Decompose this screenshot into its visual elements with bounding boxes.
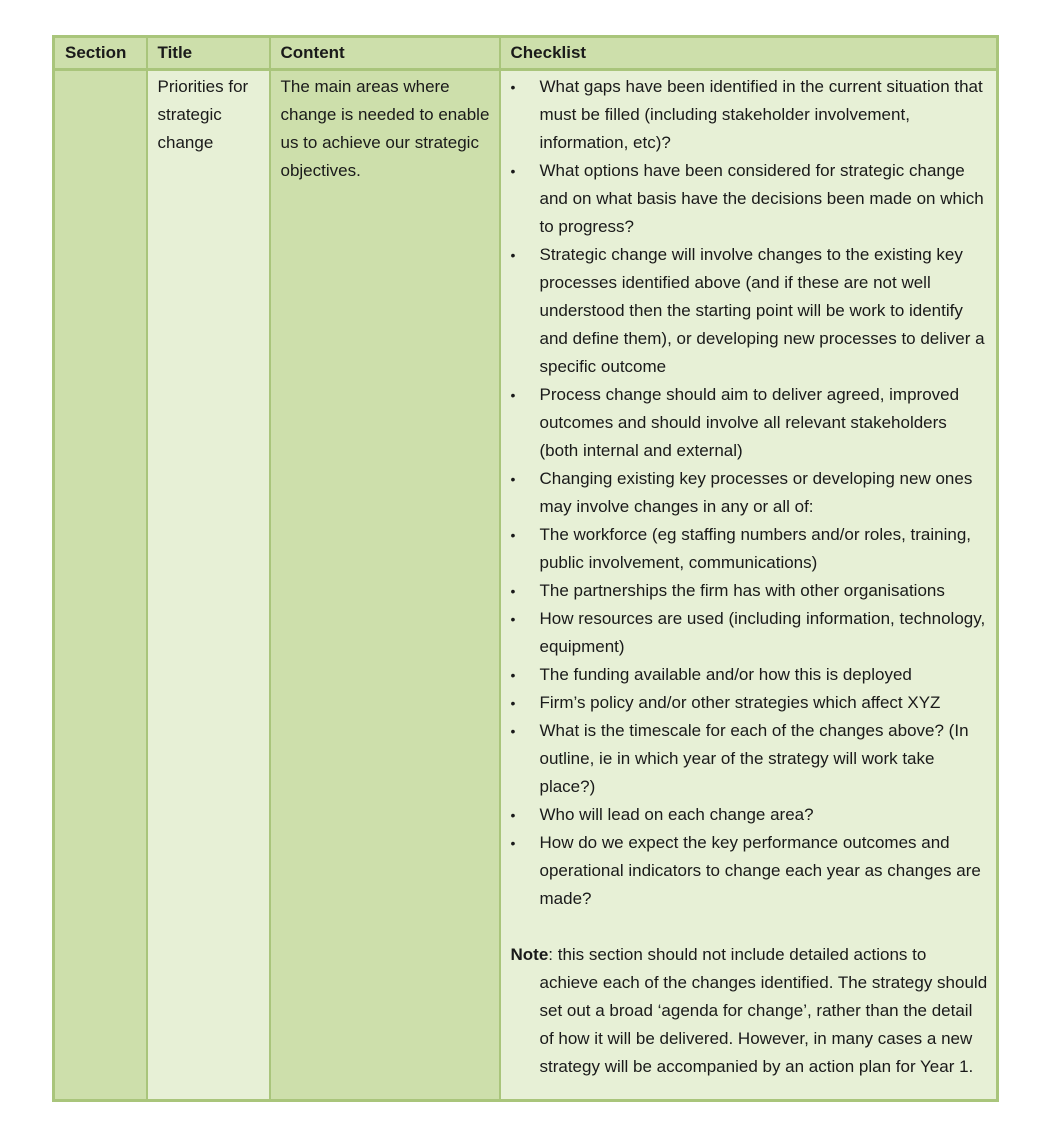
bullet-icon: • bbox=[510, 527, 516, 543]
list-item bbox=[511, 829, 989, 913]
checklist-item-text: What is the timescale for each of the changes above? (In outline, ie in which year of the strategy will work take place?) bbox=[539, 721, 969, 796]
header-section: Section bbox=[54, 37, 147, 70]
list-item bbox=[511, 661, 989, 689]
list-item bbox=[511, 241, 989, 381]
checklist-item-text: The workforce (eg staffing numbers and/or roles, training, public involvement, communications) bbox=[539, 525, 972, 572]
list-item bbox=[511, 381, 989, 465]
checklist-item-text: How resources are used (including information, technology, equipment) bbox=[539, 609, 986, 656]
header-row bbox=[54, 37, 998, 70]
checklist-item-text: What gaps have been identified in the current situation that must be filled (including stakeholder involvement, information, etc)? bbox=[539, 77, 983, 152]
note-paragraph bbox=[511, 941, 989, 1081]
header-title: Title bbox=[147, 37, 270, 70]
checklist-item-text: Who will lead on each change area? bbox=[539, 805, 814, 824]
list-item bbox=[511, 73, 989, 157]
bullet-icon: • bbox=[510, 583, 516, 599]
list-item bbox=[511, 465, 989, 521]
header-checklist: Checklist bbox=[500, 37, 998, 70]
cell-content: The main areas where change is needed to enable us to achieve our strategic objectives. bbox=[270, 70, 500, 1101]
cell-checklist bbox=[500, 70, 998, 1101]
bullet-icon: • bbox=[510, 723, 516, 739]
bullet-icon: • bbox=[510, 79, 516, 95]
bullet-icon: • bbox=[510, 667, 516, 683]
checklist-item-text: Process change should aim to deliver agreed, improved outcomes and should involve all relevant stakeholders (both internal and external) bbox=[539, 385, 960, 460]
cell-title: Priorities for strategic change bbox=[147, 70, 270, 1101]
checklist-item-text: The funding available and/or how this is deployed bbox=[539, 665, 912, 684]
bullet-icon: • bbox=[510, 611, 516, 627]
bullet-icon: • bbox=[510, 387, 516, 403]
checklist-item-text: How do we expect the key performance outcomes and operational indicators to change each year as changes are made? bbox=[539, 833, 981, 908]
list-item bbox=[511, 689, 989, 717]
checklist-item-text: Strategic change will involve changes to the existing key processes identified above (and if these are not well understood then the starting point will be work to identify and define them), or developing new processes to deliver a specific outcome bbox=[539, 245, 985, 376]
bullet-icon: • bbox=[510, 247, 516, 263]
header-content: Content bbox=[270, 37, 500, 70]
list-item bbox=[511, 605, 989, 661]
cell-section bbox=[54, 70, 147, 1101]
checklist-list bbox=[511, 73, 989, 913]
note-label: Note bbox=[510, 945, 549, 964]
list-item bbox=[511, 157, 989, 241]
bullet-icon: • bbox=[510, 807, 516, 823]
checklist-item-text: The partnerships the firm has with other organisations bbox=[539, 581, 945, 600]
list-item bbox=[511, 801, 989, 829]
bullet-icon: • bbox=[510, 835, 516, 851]
list-item bbox=[511, 717, 989, 801]
checklist-item-text: What options have been considered for strategic change and on what basis have the decisions been made on which to progress? bbox=[539, 161, 984, 236]
checklist-item-text: Changing existing key processes or developing new ones may involve changes in any or all of: bbox=[539, 469, 973, 516]
table-row bbox=[54, 70, 998, 1101]
bullet-icon: • bbox=[510, 471, 516, 487]
note-text: : this section should not include detailed actions to achieve each of the changes identified. The strategy should set out a broad ‘agenda for change’, rather than the detail of how it will be delivered. However, in many cases a new strategy will be accompanied by an action plan for Year 1. bbox=[539, 945, 988, 1076]
bullet-icon: • bbox=[510, 163, 516, 179]
strategy-checklist-table bbox=[52, 35, 999, 1102]
bullet-icon: • bbox=[510, 695, 516, 711]
checklist-item-text: Firm’s policy and/or other strategies which affect XYZ bbox=[539, 693, 941, 712]
list-item bbox=[511, 521, 989, 577]
list-item bbox=[511, 577, 989, 605]
